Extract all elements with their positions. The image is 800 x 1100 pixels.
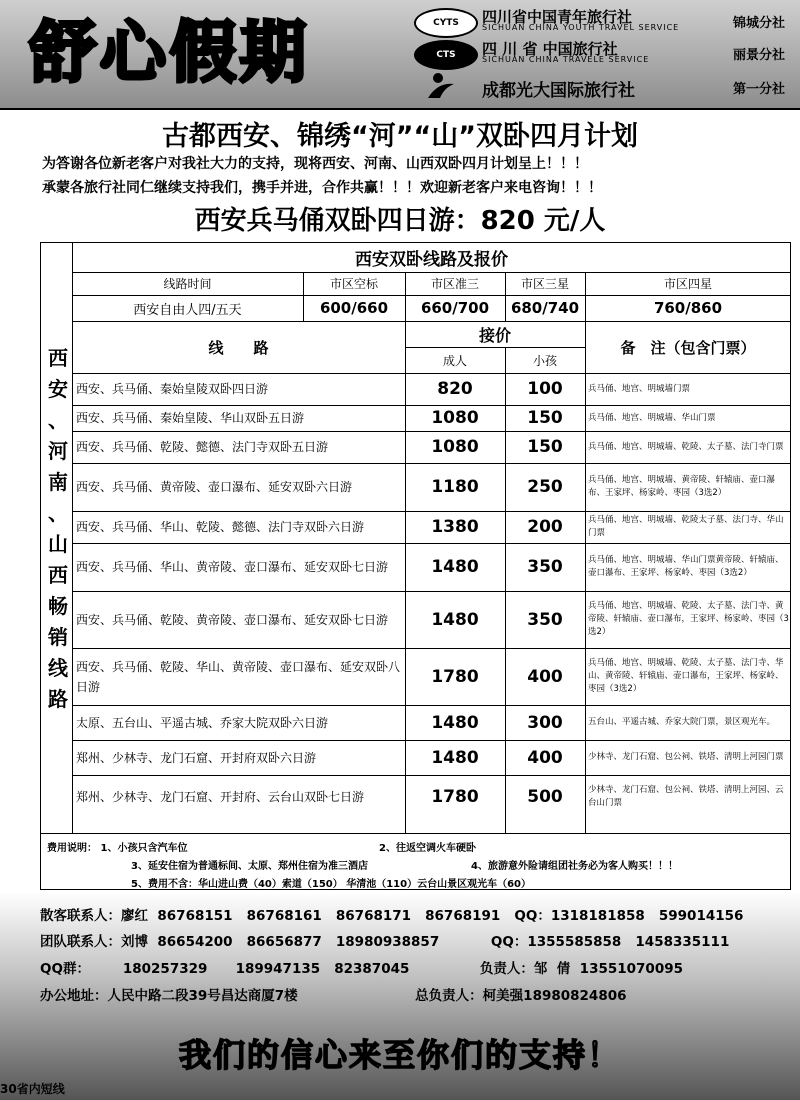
sidebar-char: 线 — [48, 656, 68, 680]
contact-group: 团队联系人：刘博 86654200 86656877 18980938857 QQ：1355585858 1458335111 — [40, 934, 730, 950]
agency-cts — [410, 38, 795, 68]
route-name: 西安、兵马俑、秦始皇陵、华山双卧五日游 — [76, 411, 305, 425]
route-name: 西安、兵马俑、黄帝陵、壶口瀑布、延安双卧六日游 — [76, 480, 353, 494]
price-headline: 西安兵马俑双卧四日游：820 元/人 — [194, 206, 606, 236]
fee-line: 费用说明： 1、小孩只含汽车位 — [47, 843, 188, 854]
sidebar-char: 山 — [48, 532, 68, 556]
route-name: 郑州、少林寺、龙门石窟、开封府、云台山双卧七日游 — [76, 790, 365, 804]
price-head-cell: 市区四星 — [663, 277, 712, 291]
child-price: 200 — [527, 517, 563, 537]
sidebar-char: 畅 — [48, 594, 68, 618]
price-row-cell: 680/740 — [510, 299, 580, 317]
adult-price: 1080 — [431, 408, 479, 428]
child-price: 400 — [527, 747, 563, 768]
sidebar-char: 西 — [48, 346, 68, 370]
column-header-adult: 成人 — [442, 353, 467, 368]
price-row-cell: 760/860 — [653, 299, 723, 317]
sidebar-label — [43, 343, 73, 715]
price-row-cell: 西安自由人四/五天 — [133, 302, 242, 318]
child-price: 300 — [527, 712, 563, 733]
child-price: 100 — [527, 379, 563, 399]
route-name: 西安、兵马俑、华山、黄帝陵、壶口瀑布、延安双卧七日游 — [76, 560, 389, 574]
column-header-note: 备 注（包含门票） — [620, 338, 756, 357]
route-name: 西安、兵马俑、乾陵、黄帝陵、壶口瀑布、延安双卧七日游 — [76, 612, 389, 627]
agency-branch: 第一分社 — [732, 82, 785, 97]
contact-address: 办公地址：人民中路二段39号昌达商厦7楼 总负责人：柯美强18980824806 — [40, 988, 627, 1004]
route-price-table — [40, 242, 791, 890]
route-note: 兵马俑、地宫、明城墙、黄帝陵、轩辕庙、壶口瀑布、王家坪、杨家岭、枣园（3选2） — [588, 475, 776, 498]
child-price: 400 — [527, 666, 563, 687]
agency-english-name: SICHUAN CHINA YOUTH TRAVEL SERVICE — [482, 23, 680, 32]
route-name: 西安、兵马俑、乾陵、华山、黄帝陵、壶口瀑布、延安双卧八日游 — [76, 659, 401, 694]
fee-line: 4、旅游意外险请组团社务必为客人购买！！！ — [471, 861, 678, 872]
agency-english-name: SICHUAN CHINA TRAVELE SERVICE — [482, 55, 650, 64]
price-head-cell: 市区准三 — [430, 277, 479, 291]
agency-branch: 丽景分社 — [732, 48, 785, 63]
fee-line: 3、延安住宿为普通标间、太原、郑州住宿为准三酒店 — [131, 861, 368, 872]
fee-line: 2、往返空调火车硬卧 — [379, 843, 476, 854]
sidebar-char: 南 — [48, 470, 68, 494]
brand-title: 舒心假期 — [30, 14, 310, 91]
intro-line: 承蒙各旅行社同仁继续支持我们，携手并进，合作共赢！！！欢迎新老客户来电咨询！！！ — [42, 180, 602, 196]
adult-price: 1380 — [431, 517, 479, 537]
adult-price: 1480 — [431, 609, 479, 630]
sidebar-char: 销 — [48, 625, 68, 649]
agency-name: 四 川 省 中国旅行社 — [482, 40, 618, 58]
route-note: 五台山、平遥古城、乔家大院门票，景区观光车。 — [588, 717, 776, 727]
route-name: 太原、五台山、平遥古城、乔家大院双卧六日游 — [76, 715, 329, 730]
adult-price: 1480 — [431, 557, 479, 577]
contact-qq-group: QQ群： 180257329 189947135 82387045 负责人：邹 倩 13551070095 — [40, 961, 684, 977]
adult-price: 1480 — [431, 712, 479, 733]
column-header-child: 小孩 — [532, 353, 557, 368]
table-caption: 西安双卧线路及报价 — [355, 250, 508, 270]
agency-name: 四川省中国青年旅行社 — [482, 8, 633, 26]
route-note: 兵马俑、地宫、明城墙、乾陵、太子墓、法门寺、华山、黄帝陵、轩辕庙、壶口瀑布，王家坪、杨家岭、枣园（3选2） — [588, 658, 784, 694]
sidebar-char: 西 — [48, 563, 68, 587]
sidebar-char: 河 — [48, 439, 68, 463]
agency-everbright — [410, 70, 795, 100]
cyts-logo-icon: CYTS — [414, 8, 478, 38]
sidebar-char: 、 — [48, 408, 68, 432]
agency-name: 成都光大国际旅行社 — [482, 81, 635, 101]
adult-price: 820 — [437, 379, 473, 399]
sidebar-char: 、 — [48, 501, 68, 525]
adult-price: 1180 — [431, 477, 479, 497]
route-name: 西安、兵马俑、乾陵、懿德、法门寺双卧五日游 — [76, 440, 329, 454]
child-price: 350 — [527, 609, 563, 630]
route-note: 兵马俑、地宫、明城墙、乾陵太子墓、法门寺、华山门票 — [588, 515, 784, 538]
agency-cyts — [410, 6, 795, 36]
child-price: 150 — [527, 408, 563, 428]
route-note: 少林寺、龙门石窟、包公祠、铁塔、清明上河园、云台山门票 — [588, 785, 784, 808]
price-head-cell: 市区三星 — [520, 277, 569, 291]
route-note: 兵马俑、地宫、明城墙、乾陵、太子墓、法门寺、黄帝陵、轩辕庙、壶口瀑布，王家坪、杨家岭、枣园（3选2） — [588, 601, 789, 637]
child-price: 500 — [527, 787, 563, 807]
page-footer: 30省内短线 — [0, 1082, 65, 1096]
route-note: 兵马俑、地宫、明城墙、乾陵、太子墓、法门寺门票 — [588, 441, 784, 452]
fee-line: 5、费用不含：华山进山费（40）索道（150） 华清池（110）云台山景区观光车（60） — [131, 879, 532, 890]
contact-individual: 散客联系人：廖红 86768151 86768161 86768171 86768191 QQ：1318181858 599014156 — [40, 908, 744, 924]
route-note: 兵马俑、地宫、明城墙、华山门票 — [588, 412, 716, 423]
slogan: 我们的信心来至你们的支持！ — [178, 1036, 621, 1074]
price-row-cell: 600/660 — [319, 299, 389, 317]
child-price: 350 — [527, 557, 563, 577]
child-price: 150 — [527, 437, 563, 457]
everbright-logo-icon — [414, 72, 474, 98]
adult-price: 1780 — [431, 787, 479, 807]
agency-branch: 锦城分社 — [732, 16, 785, 31]
route-name: 郑州、少林寺、龙门石窟、开封府双卧六日游 — [76, 750, 317, 765]
route-note: 兵马俑、地宫、明城墙门票 — [588, 383, 691, 394]
page-title: 古都西安、锦绣“河”“山”双卧四月计划 — [162, 121, 638, 152]
adult-price: 1080 — [431, 437, 479, 457]
column-header-price: 接价 — [478, 325, 511, 345]
price-head-cell: 线路时间 — [163, 277, 212, 291]
header-banner — [0, 0, 800, 110]
intro-line: 为答谢各位新老客户对我社大力的支持，现将西安、河南、山西双卧四月计划呈上！！！ — [42, 156, 588, 172]
fee-notes — [41, 833, 789, 891]
route-note: 兵马俑、地宫、明城墙、华山门票黄帝陵、轩辕庙、壶口瀑布、王家坪、杨家岭、枣园（3选2） — [588, 555, 784, 578]
route-note: 少林寺、龙门石窟、包公祠、铁塔、清明上河园门票 — [588, 752, 784, 762]
adult-price: 1780 — [431, 666, 479, 687]
route-name: 西安、兵马俑、秦始皇陵双卧四日游 — [76, 382, 269, 396]
sidebar-char: 安 — [48, 377, 68, 401]
child-price: 250 — [527, 477, 563, 497]
column-header-route: 线 路 — [208, 338, 269, 357]
price-head-cell: 市区空标 — [329, 277, 378, 291]
cts-logo-icon: CTS — [414, 40, 478, 70]
route-name: 西安、兵马俑、华山、乾陵、懿德、法门寺双卧六日游 — [76, 520, 365, 534]
price-row-cell: 660/700 — [420, 299, 490, 317]
sidebar-char: 路 — [48, 687, 68, 711]
runner-logo-icon — [424, 72, 464, 100]
adult-price: 1480 — [431, 747, 479, 768]
